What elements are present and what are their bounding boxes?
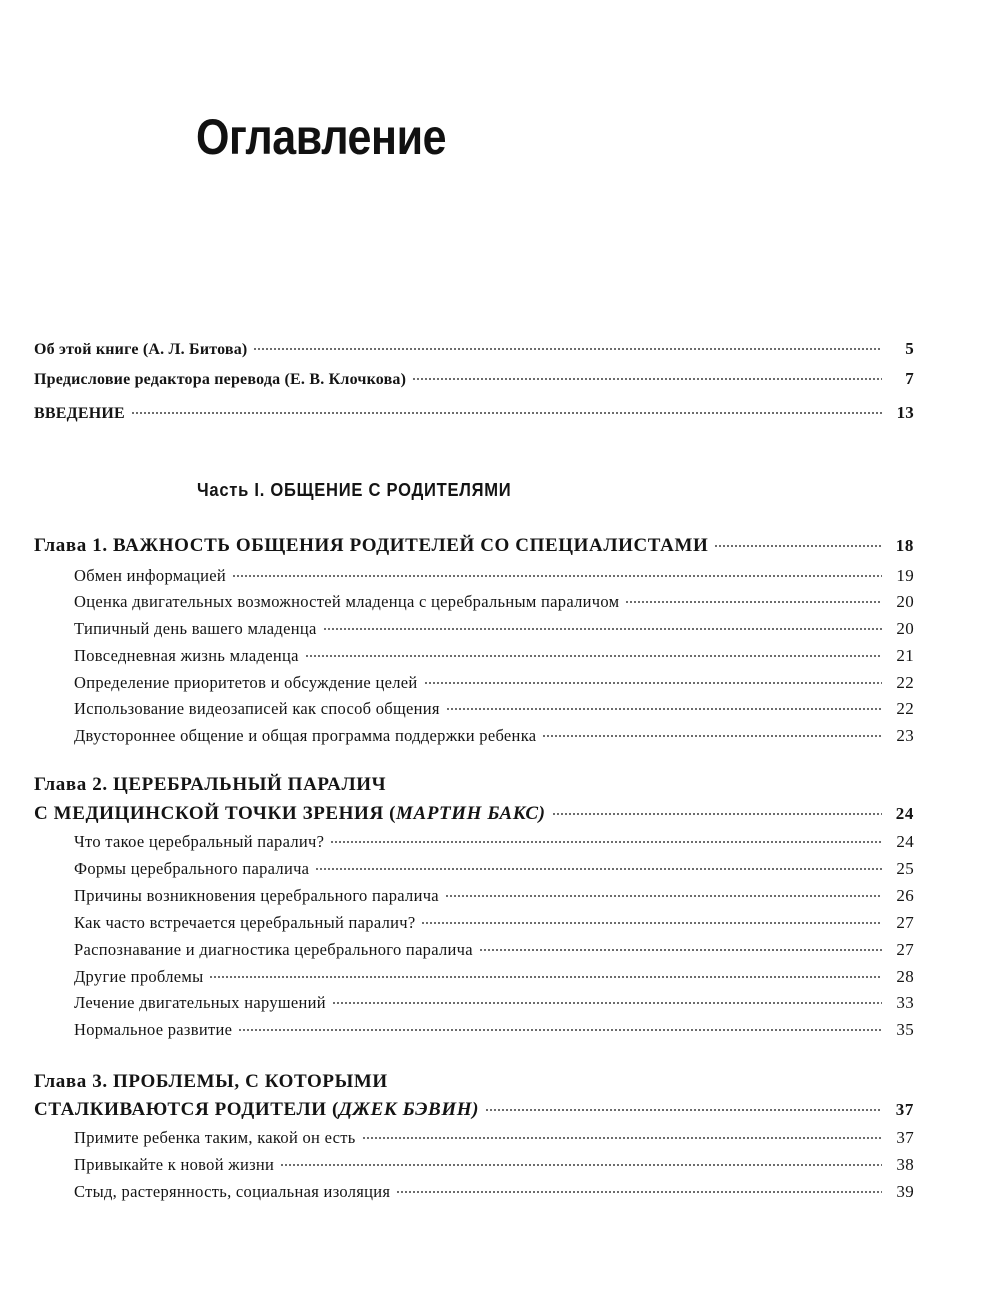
dot-leader — [479, 935, 882, 952]
toc-entry-label: ВВЕДЕНИЕ — [34, 405, 125, 422]
chapter-title: СТАЛКИВАЮТСЯ РОДИТЕЛИ (ДЖЕК БЭВИН) — [34, 1099, 480, 1120]
chapter-title: С МЕДИЦИНСКОЙ ТОЧКИ ЗРЕНИЯ (МАРТИН БАКС) — [34, 803, 546, 824]
page-number: 13 — [896, 403, 914, 422]
page-number: 35 — [896, 1019, 914, 1039]
chapter-3-heading-line: Глава 3. ПРОБЛЕМЫ, С КОТОРЫМИ — [34, 1071, 388, 1092]
section-title: Распознавание и диагностика церебрального паралича — [74, 939, 473, 959]
toc-section[interactable] — [74, 617, 914, 639]
part-heading: Часть I. ОБЩЕНИЕ С РОДИТЕЛЯМИ — [197, 480, 512, 500]
dot-leader — [253, 335, 882, 351]
dot-leader — [315, 854, 882, 871]
dot-leader — [362, 1123, 882, 1140]
page-number: 21 — [896, 645, 914, 665]
dot-leader — [412, 365, 882, 381]
toc-chapter-2[interactable] — [34, 800, 914, 825]
dot-leader — [714, 529, 882, 548]
page-number: 22 — [896, 698, 914, 718]
page-number: 38 — [896, 1154, 914, 1174]
page-number: 20 — [896, 591, 914, 611]
dot-leader — [552, 797, 882, 816]
dot-leader — [323, 614, 882, 631]
toc-section[interactable] — [74, 671, 914, 693]
toc-entry-label: Об этой книге (А. Л. Битова) — [34, 341, 248, 358]
page-number: 33 — [896, 992, 914, 1012]
toc-section[interactable] — [74, 724, 914, 746]
dot-leader — [238, 1015, 882, 1032]
page-number: 24 — [895, 804, 914, 823]
dot-leader — [421, 908, 882, 925]
toc-section[interactable] — [74, 911, 914, 933]
section-title: Стыд, растерянность, социальная изоляция — [74, 1181, 391, 1201]
toc-section[interactable] — [74, 564, 914, 586]
section-title: Привыкайте к новой жизни — [74, 1154, 275, 1174]
toc-entry-label: Предисловие редактора перевода (Е. В. Клочкова) — [34, 371, 407, 388]
toc-section[interactable] — [74, 884, 914, 906]
dot-leader — [232, 561, 882, 578]
page-title: Оглавление — [196, 109, 447, 165]
dot-leader — [542, 721, 882, 738]
dot-leader — [305, 641, 882, 658]
page-number: 27 — [896, 912, 914, 932]
toc-section[interactable] — [74, 965, 914, 987]
section-title: Формы церебрального паралича — [74, 858, 310, 878]
page-number: 5 — [905, 339, 914, 358]
section-title: Определение приоритетов и обсуждение целей — [74, 672, 418, 692]
toc-section[interactable] — [74, 1126, 914, 1148]
page-number: 25 — [896, 858, 914, 878]
page-number: 27 — [896, 939, 914, 959]
section-title: Что такое церебральный паралич? — [74, 831, 325, 851]
toc-section[interactable] — [74, 857, 914, 879]
page-number: 37 — [896, 1127, 914, 1147]
page-number: 18 — [895, 536, 914, 555]
toc-section[interactable] — [74, 590, 914, 612]
toc-section[interactable] — [74, 938, 914, 960]
chapter-2-heading-line: Глава 2. ЦЕРЕБРАЛЬНЫЙ ПАРАЛИЧ — [34, 774, 387, 795]
section-title: Использование видеозаписей как способ общения — [74, 698, 440, 718]
section-title: Другие проблемы — [74, 966, 204, 986]
section-title: Оценка двигательных возможностей младенца с церебральным параличом — [74, 591, 620, 611]
toc-chapter-1[interactable] — [34, 532, 914, 557]
dot-leader — [485, 1093, 882, 1112]
toc-chapter-3[interactable] — [34, 1096, 914, 1121]
toc-section[interactable] — [74, 644, 914, 666]
toc-entry-editor-preface[interactable] — [34, 368, 914, 389]
toc-section[interactable] — [74, 1153, 914, 1175]
page-number: 23 — [896, 725, 914, 745]
dot-leader — [330, 827, 882, 844]
section-title: Двустороннее общение и общая программа поддержки ребенка — [74, 725, 537, 745]
dot-leader — [424, 668, 882, 685]
page-number: 7 — [905, 369, 914, 388]
toc-section[interactable] — [74, 1018, 914, 1040]
page-number: 22 — [896, 672, 914, 692]
chapter-title: Глава 1. ВАЖНОСТЬ ОБЩЕНИЯ РОДИТЕЛЕЙ СО СПЕЦИАЛИСТАМИ — [34, 535, 709, 556]
dot-leader — [131, 399, 882, 415]
toc-entry-introduction[interactable] — [34, 402, 914, 423]
section-title: Лечение двигательных нарушений — [74, 992, 326, 1012]
toc-section[interactable] — [74, 991, 914, 1013]
dot-leader — [332, 988, 882, 1005]
section-title: Повседневная жизнь младенца — [74, 645, 299, 665]
section-title: Нормальное развитие — [74, 1019, 233, 1039]
toc-section[interactable] — [74, 830, 914, 852]
dot-leader — [445, 881, 882, 898]
section-title: Типичный день вашего младенца — [74, 618, 317, 638]
section-title: Причины возникновения церебрального паралича — [74, 885, 439, 905]
dot-leader — [209, 962, 882, 979]
page-number: 19 — [896, 565, 914, 585]
dot-leader — [396, 1177, 882, 1194]
page-number: 28 — [896, 966, 914, 986]
page-number: 37 — [895, 1100, 914, 1119]
dot-leader — [625, 587, 882, 604]
page-number: 24 — [896, 831, 914, 851]
dot-leader — [446, 694, 882, 711]
toc-entry-about-book[interactable] — [34, 338, 914, 359]
toc-section[interactable] — [74, 1180, 914, 1202]
section-title: Как часто встречается церебральный паралич? — [74, 912, 416, 932]
toc-section[interactable] — [74, 697, 914, 719]
section-title: Обмен информацией — [74, 565, 227, 585]
page-number: 39 — [896, 1181, 914, 1201]
page-number: 20 — [896, 618, 914, 638]
page-number: 26 — [896, 885, 914, 905]
section-title: Примите ребенка таким, какой он есть — [74, 1127, 356, 1147]
dot-leader — [280, 1150, 882, 1167]
